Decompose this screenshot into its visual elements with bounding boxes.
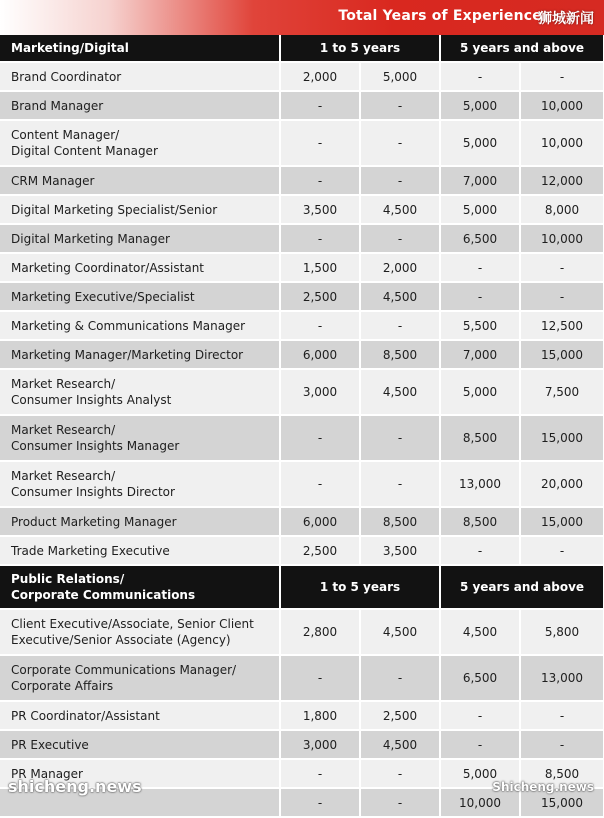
salary-value: - [360,224,440,253]
salary-value: 3,500 [280,195,360,224]
table-row [0,507,604,536]
role-name: Marketing Manager/Marketing Director [0,340,280,369]
salary-value: 4,500 [360,282,440,311]
salary-value: 15,000 [520,788,604,817]
salary-value: 5,800 [520,609,604,655]
salary-value: 4,500 [360,369,440,415]
salary-value: - [360,415,440,461]
salary-value: 2,000 [360,253,440,282]
column-header-5-years-and-above: 5 years and above [440,35,604,62]
salary-value: 15,000 [520,507,604,536]
salary-value: - [280,415,360,461]
role-name: Marketing Coordinator/Assistant [0,253,280,282]
salary-value: 10,000 [520,91,604,120]
salary-value: - [360,655,440,701]
salary-value: - [280,759,360,788]
salary-value: - [520,62,604,91]
salary-value: - [280,461,360,507]
salary-value: - [440,730,520,759]
salary-value: 8,500 [520,759,604,788]
salary-value: 8,500 [440,415,520,461]
table-row [0,461,604,507]
role-name: Market Research/ Consumer Insights Director [0,461,280,507]
role-name: Digital Marketing Specialist/Senior [0,195,280,224]
role-name: CRM Manager [0,166,280,195]
table-row [0,655,604,701]
salary-value: 5,000 [440,91,520,120]
role-name: Corporate Communications Manager/ Corporate Affairs [0,655,280,701]
salary-value: 5,500 [440,311,520,340]
salary-value: 5,000 [440,369,520,415]
salary-value: 2,500 [280,282,360,311]
salary-value: 3,000 [280,369,360,415]
table-row [0,536,604,565]
salary-value: 8,500 [440,507,520,536]
salary-value: 4,500 [360,609,440,655]
salary-value: 1,500 [280,253,360,282]
section-title: Public Relations/ Corporate Communications [0,565,280,609]
salary-value: 6,000 [280,507,360,536]
watermark-bottom-left: shicheng.news [8,777,142,796]
salary-value: - [360,91,440,120]
table-row [0,91,604,120]
banner-title: Total Years of Experience [338,8,542,24]
salary-value: 15,000 [520,340,604,369]
table-row [0,195,604,224]
salary-value: - [360,461,440,507]
salary-value: 13,000 [520,655,604,701]
salary-value: 3,000 [280,730,360,759]
salary-value: 5,000 [440,120,520,166]
table-row [0,253,604,282]
table-row [0,730,604,759]
salary-value: - [520,282,604,311]
table-row [0,369,604,415]
salary-value: 5,000 [440,195,520,224]
salary-value: - [280,91,360,120]
section-title: Marketing/Digital [0,35,280,62]
table-row [0,340,604,369]
role-name: Brand Coordinator [0,62,280,91]
section-header [0,35,604,62]
role-name: Brand Manager [0,91,280,120]
table-row [0,311,604,340]
salary-value: 8,500 [360,340,440,369]
salary-value: 3,500 [360,536,440,565]
salary-value: 6,000 [280,340,360,369]
salary-value: 2,500 [360,701,440,730]
salary-value: 2,800 [280,609,360,655]
role-name: Market Research/ Consumer Insights Manager [0,415,280,461]
role-name: Marketing Executive/Specialist [0,282,280,311]
salary-value: 7,000 [440,166,520,195]
salary-value: 10,000 [520,120,604,166]
salary-value: 2,500 [280,536,360,565]
salary-value: - [520,536,604,565]
salary-value: - [520,701,604,730]
salary-table [0,35,604,818]
title-banner [0,0,604,35]
salary-value: - [440,701,520,730]
salary-value: - [280,788,360,817]
salary-value: 8,000 [520,195,604,224]
salary-value: 7,500 [520,369,604,415]
salary-value: - [440,282,520,311]
watermark-bottom-right: Shicheng.news [492,780,594,794]
salary-value: - [280,224,360,253]
salary-value: - [280,120,360,166]
salary-value: 10,000 [440,788,520,817]
table-row [0,224,604,253]
salary-value: 4,500 [360,730,440,759]
salary-value: - [280,166,360,195]
salary-value: - [360,311,440,340]
salary-value: 12,000 [520,166,604,195]
salary-value: 10,000 [520,224,604,253]
table-row [0,701,604,730]
salary-value: - [520,253,604,282]
role-name: Product Marketing Manager [0,507,280,536]
salary-value: 20,000 [520,461,604,507]
salary-value: 6,500 [440,224,520,253]
salary-value: 5,000 [440,759,520,788]
table-row [0,120,604,166]
salary-value: - [360,759,440,788]
section-header [0,565,604,609]
salary-value: - [440,62,520,91]
role-name: Trade Marketing Executive [0,536,280,565]
salary-value: 13,000 [440,461,520,507]
role-name: Digital Marketing Manager [0,224,280,253]
table-row [0,282,604,311]
salary-value: 2,000 [280,62,360,91]
salary-value: 15,000 [520,415,604,461]
table-row [0,166,604,195]
role-name: Client Executive/Associate, Senior Client Executive/Senior Associate (Agency) [0,609,280,655]
salary-value: - [360,166,440,195]
salary-value: - [520,730,604,759]
role-name: PR Coordinator/Assistant [0,701,280,730]
salary-value: - [360,120,440,166]
salary-value: 5,000 [360,62,440,91]
column-header-1-to-5-years: 1 to 5 years [280,35,440,62]
salary-value: - [360,788,440,817]
salary-value: - [440,253,520,282]
role-name: Market Research/ Consumer Insights Analyst [0,369,280,415]
salary-value: 6,500 [440,655,520,701]
salary-value: - [280,655,360,701]
role-name: PR Executive [0,730,280,759]
salary-value: 1,800 [280,701,360,730]
salary-value: 8,500 [360,507,440,536]
salary-value: 7,000 [440,340,520,369]
column-header-5-years-and-above: 5 years and above [440,565,604,609]
salary-value: - [280,311,360,340]
salary-value: 4,500 [360,195,440,224]
role-name: Marketing & Communications Manager [0,311,280,340]
role-name: Content Manager/ Digital Content Manager [0,120,280,166]
salary-value: - [440,536,520,565]
watermark-top: 狮城新闻 [538,11,594,27]
column-header-1-to-5-years: 1 to 5 years [280,565,440,609]
salary-value: 12,500 [520,311,604,340]
table-row [0,415,604,461]
table-row [0,609,604,655]
salary-value: 4,500 [440,609,520,655]
table-row [0,62,604,91]
role-name: PR Manager [0,759,280,788]
